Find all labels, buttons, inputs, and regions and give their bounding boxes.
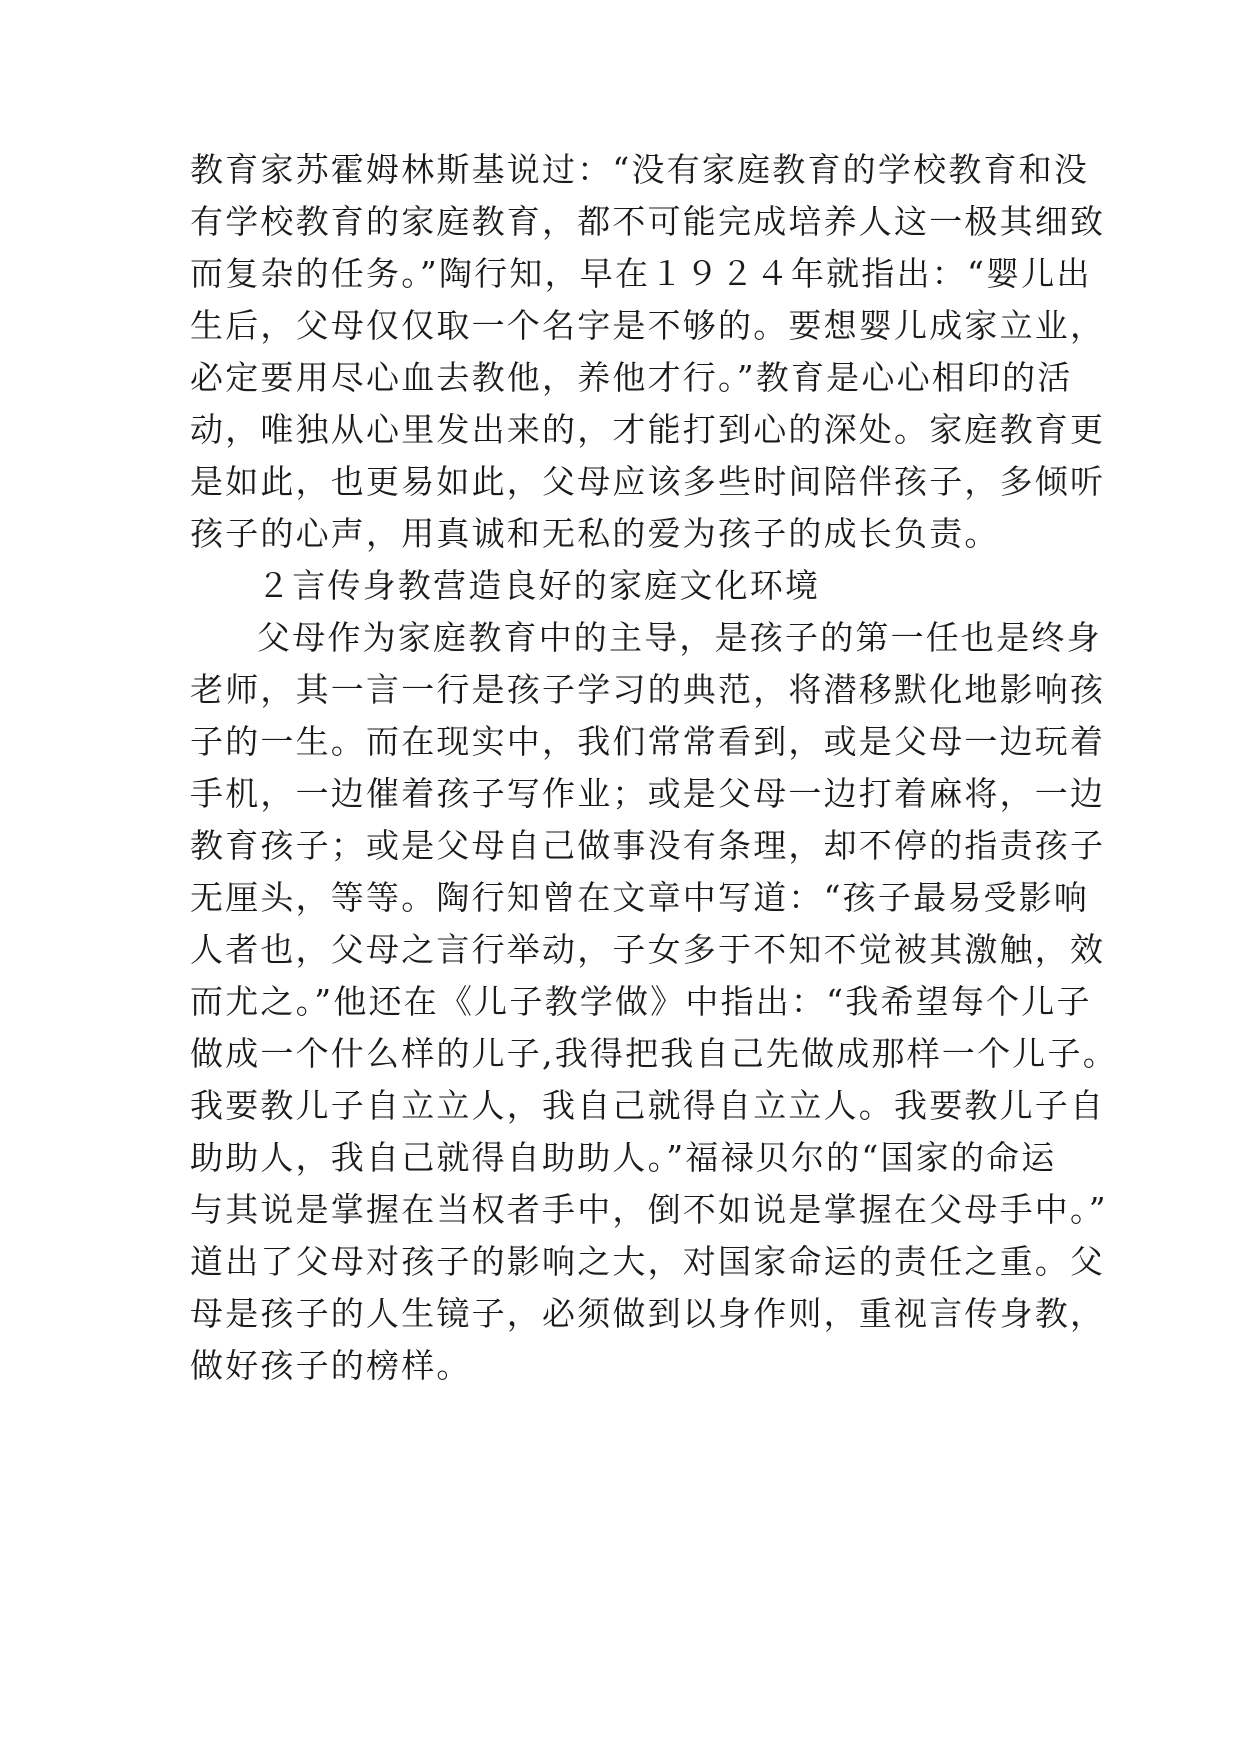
paragraph-line: 而尤之。”他还在《儿子教学做》中指出：“我希望每个儿子 xyxy=(190,982,1092,1021)
paragraph-line: 父母作为家庭教育中的主导，是孩子的第一任也是终身 xyxy=(257,618,1102,657)
paragraph-line: 孩子的心声，用真诚和无私的爱为孩子的成长负责。 xyxy=(190,514,1000,553)
paragraph-line: 必定要用尽心血去教他，养他才行。”教育是心心相印的活 xyxy=(190,358,1073,397)
paragraph-line: 做成一个什么样的儿子,我得把我自己先做成那样一个儿子。 xyxy=(190,1034,1118,1073)
section-heading: ２言传身教营造良好的家庭文化环境 xyxy=(257,566,821,605)
paragraph-line: 生后，父母仅仅取一个名字是不够的。要想婴儿成家立业， xyxy=(190,306,1106,345)
paragraph-line: 母是孩子的人生镜子，必须做到以身作则，重视言传身教， xyxy=(190,1294,1106,1333)
paragraph-line: 而复杂的任务。”陶行知，早在１９２４年就指出：“婴儿出 xyxy=(190,254,1092,293)
paragraph-line: 助助人，我自己就得自助助人。”福禄贝尔的“国家的命运 xyxy=(190,1138,1057,1177)
paragraph-line: 无厘头，等等。陶行知曾在文章中写道：“孩子最易受影响 xyxy=(190,878,1090,917)
paragraph-line: 是如此，也更易如此，父母应该多些时间陪伴孩子，多倾听 xyxy=(190,462,1106,501)
paragraph-line: 与其说是掌握在当权者手中，倒不如说是掌握在父母手中。” xyxy=(190,1190,1108,1229)
paragraph-line: 教育家苏霍姆林斯基说过：“没有家庭教育的学校教育和没 xyxy=(190,150,1090,189)
paragraph-line: 人者也，父母之言行举动，子女多于不知不觉被其激触，效 xyxy=(190,930,1106,969)
paragraph-line: 有学校教育的家庭教育，都不可能完成培养人这一极其细致 xyxy=(190,202,1106,241)
paragraph-line: 子的一生。而在现实中，我们常常看到，或是父母一边玩着 xyxy=(190,722,1106,761)
paragraph-line: 做好孩子的榜样。 xyxy=(190,1346,472,1385)
paragraph-line: 教育孩子；或是父母自己做事没有条理，却不停的指责孩子 xyxy=(190,826,1106,865)
paragraph-line: 动，唯独从心里发出来的，才能打到心的深处。家庭教育更 xyxy=(190,410,1106,449)
paragraph-line: 手机，一边催着孩子写作业；或是父母一边打着麻将，一边 xyxy=(190,774,1106,813)
paragraph-line: 老师，其一言一行是孩子学习的典范，将潜移默化地影响孩 xyxy=(190,670,1106,709)
paragraph-line: 道出了父母对孩子的影响之大，对国家命运的责任之重。父 xyxy=(190,1242,1106,1281)
paragraph-line: 我要教儿子自立立人，我自己就得自立立人。我要教儿子自 xyxy=(190,1086,1106,1125)
